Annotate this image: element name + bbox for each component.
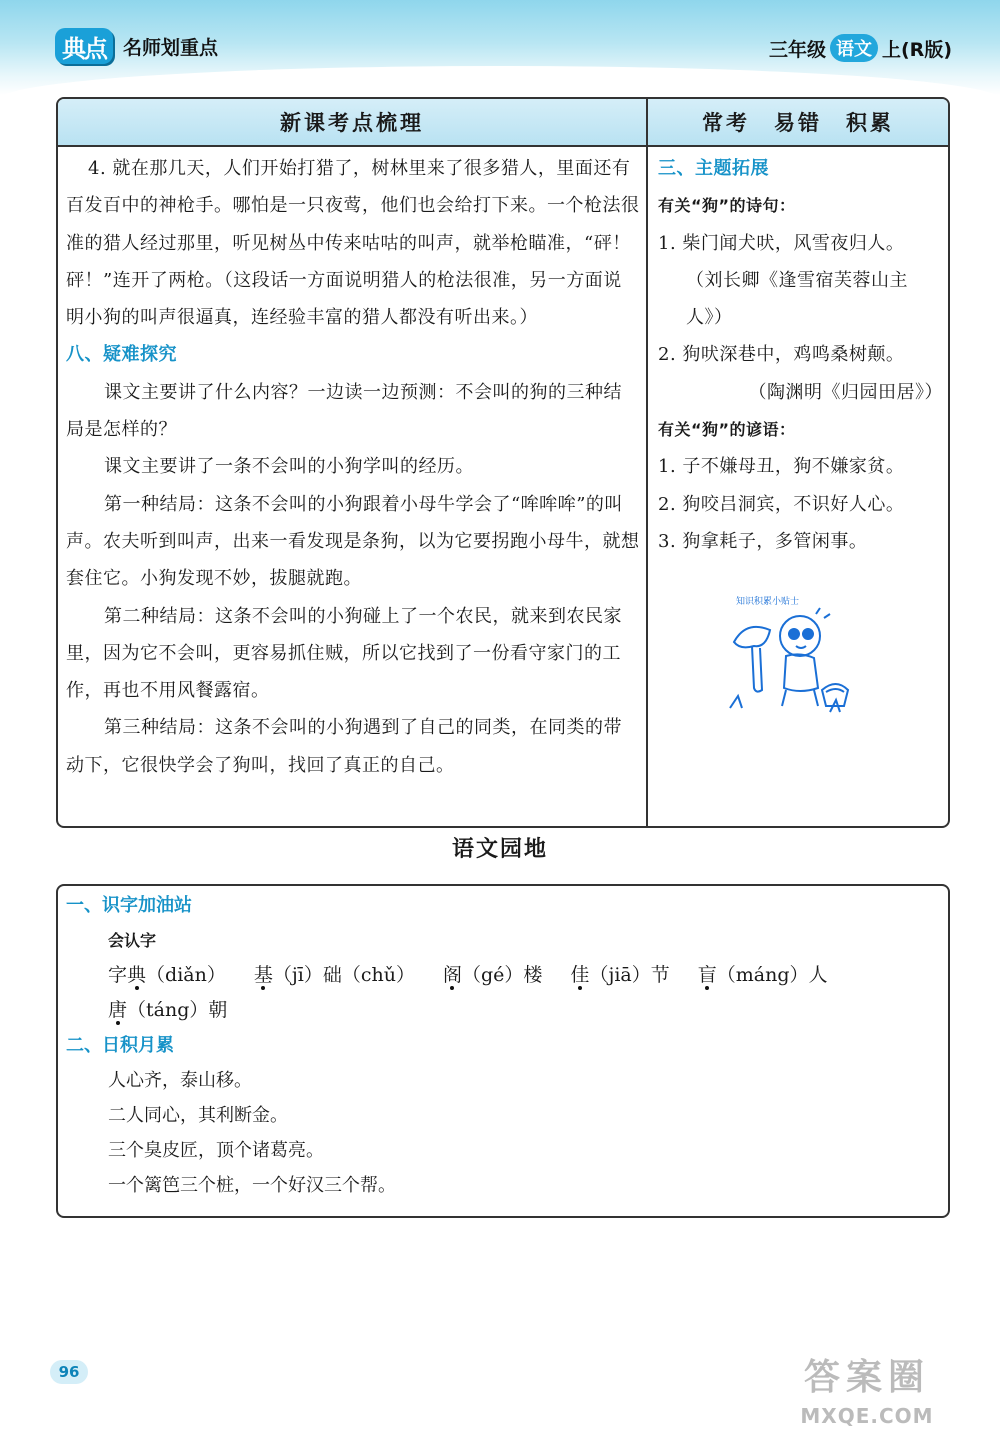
page-number: 96 <box>50 1360 88 1384</box>
proverb-1: 1. 子不嫌母丑，狗不嫌家贫。 <box>658 456 905 478</box>
grade-label <box>769 34 952 62</box>
saying-2: 二人同心，其利断金。 <box>108 1105 288 1126</box>
yuwen-yuandi-title: 语文园地 <box>451 837 548 862</box>
answer-intro: 课文主要讲了一条不会叫的小狗学叫的经历。 <box>104 456 474 478</box>
recognize-label: 会认字 <box>108 931 157 950</box>
proverb-3: 3. 狗拿耗子，多管闲事。 <box>658 530 868 552</box>
proverb-2: 2. 狗咬吕洞宾，不识好人心。 <box>658 493 905 515</box>
column-divider <box>646 99 648 826</box>
character-list <box>66 958 936 1028</box>
poem-2-source: （陶渊明《归园田居》） <box>748 381 943 403</box>
right-column-content <box>658 150 943 560</box>
char-item: 字典（diǎn） <box>108 964 226 986</box>
ending-3: 第三种结局：这条不会叫的小狗遇到了自己的同类，在同类的带动下，它很快学会了狗叫，找回了真正的自己。 <box>66 717 622 776</box>
section-2-title: 二、日积月累 <box>66 1035 174 1056</box>
logo-mark: 典点 <box>55 28 113 64</box>
left-column-content <box>66 150 640 784</box>
subject-badge: 语文 <box>830 34 878 62</box>
saying-4: 一个篱笆三个桩，一个好汉三个帮。 <box>108 1175 396 1196</box>
mascot-caption: 知识积累小贴士 <box>736 597 800 607</box>
poems-title: 有关“狗”的诗句： <box>658 196 796 216</box>
yuwen-yuandi-content <box>66 888 936 1203</box>
char-item: 唐（táng）朝 <box>108 999 228 1021</box>
ending-1: 第一种结局：这条不会叫的小狗跟着小母牛学会了“哞哞哞”的叫声。农夫听到叫声，出来一看发现是条狗，以为它要拐跑小母牛，就想套住它。小狗发现不妙，拔腿就跑。 <box>66 493 640 590</box>
grade-text: 三年级 <box>768 38 826 61</box>
mascot-illustration <box>726 590 856 730</box>
poem-1-source: （刘长卿《逢雪宿芙蓉山主人》） <box>686 269 908 329</box>
section-8-title: 八、疑难探究 <box>66 344 177 366</box>
watermark-bottom: MXQE.COM <box>800 1404 934 1428</box>
watermark-top: 答案圈 <box>803 1357 930 1398</box>
char-item: 佳（jiā）节 <box>570 964 670 986</box>
section-1-title: 一、识字加油站 <box>66 895 192 916</box>
series-name: 名师划重点 <box>123 36 219 59</box>
char-item: 阁（gé）楼 <box>442 964 543 986</box>
ending-2: 第二种结局：这条不会叫的小狗碰上了一个农民，就来到农民家里，因为它不会叫，更容易抓住贼，所以它找到了一份看守家门的工作，再也不用风餐露宿。 <box>66 605 622 702</box>
right-column-heading: 常考 易错 积累 <box>648 99 948 147</box>
watermark <box>762 1352 972 1438</box>
saying-3: 三个臭皮匠，顶个诸葛亮。 <box>108 1140 324 1161</box>
proverbs-title: 有关“狗”的谚语： <box>658 420 796 440</box>
yuwen-yuandi-box <box>56 884 950 1218</box>
brand-logo <box>55 28 218 64</box>
poem-1: 1. 柴门闻犬吠，风雪夜归人。 <box>658 232 905 254</box>
poem-2: 2. 狗吠深巷中，鸡鸣桑树颠。 <box>658 344 905 366</box>
question-text: 课文主要讲了什么内容？一边读一边预测：不会叫的狗的三种结局是怎样的？ <box>66 381 622 441</box>
left-column-heading: 新课考点梳理 <box>58 99 646 147</box>
char-item: 基（jī）础（chǔ） <box>253 964 415 986</box>
section-3-title: 三、主题拓展 <box>658 158 769 179</box>
edition-text: 上(R版) <box>882 38 952 61</box>
saying-1: 人心齐，泰山移。 <box>108 1070 252 1091</box>
paragraph-4: 4. 就在那几天，人们开始打猎了，树林里来了很多猎人，里面还有百发百中的神枪手。哪怕是一只夜莺，他们也会给打下来。一个枪法很准的猎人经过那里，听见树丛中传来咕咕的叫声，就举枪瞄准，“砰！砰！”连开了两枪。（这段话一方面说明猎人的枪法很准，另一方面说明小狗的叫声很逼真，连经验丰富的猎人都没有听出来。） <box>66 158 640 329</box>
char-item: 盲（máng）人 <box>697 964 828 986</box>
